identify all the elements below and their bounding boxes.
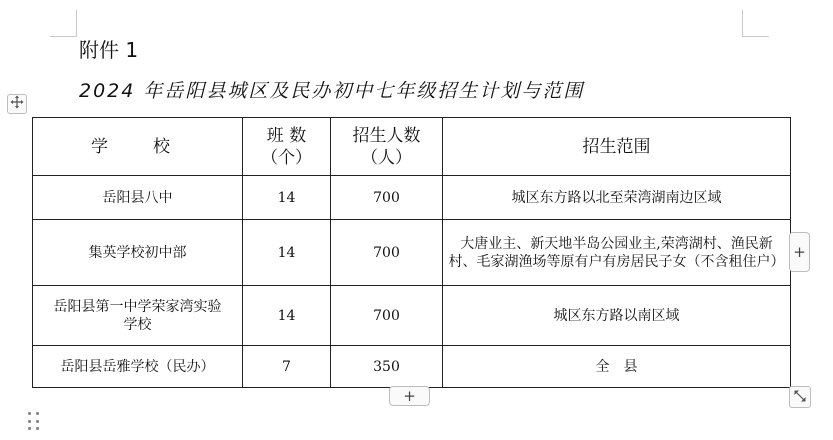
table-row bbox=[33, 346, 791, 388]
add-row-button[interactable]: + bbox=[389, 386, 430, 406]
document-title: 2024 年岳阳县城区及民办初中七年级招生计划与范围 bbox=[79, 80, 585, 102]
table-header-row bbox=[33, 118, 791, 176]
drag-handle-icon[interactable] bbox=[28, 412, 40, 432]
cell-enrollment[interactable]: 700 bbox=[331, 176, 443, 220]
page-margin-corner-right bbox=[742, 10, 769, 37]
header-enrollment: 招生人数 （人） bbox=[331, 118, 443, 176]
cell-school[interactable]: 岳阳县八中 bbox=[33, 176, 243, 220]
cell-enrollment[interactable]: 700 bbox=[331, 220, 443, 286]
header-classes: 班 数 （个） bbox=[243, 118, 331, 176]
cell-classes[interactable]: 14 bbox=[243, 176, 331, 220]
cell-scope[interactable]: 城区东方路以南区域 bbox=[443, 286, 791, 346]
cell-school[interactable]: 岳阳县岳雅学校（民办） bbox=[33, 346, 243, 388]
cell-scope[interactable]: 全 县 bbox=[443, 346, 791, 388]
attachment-heading: 附件 1 bbox=[79, 38, 139, 62]
cell-scope[interactable]: 大唐业主、新天地半岛公园业主,荣湾湖村、渔民新村、毛家湖渔场等原有户有房居民子女（不含租住户） bbox=[443, 220, 791, 286]
cell-scope[interactable]: 城区东方路以北至荣湾湖南边区域 bbox=[443, 176, 791, 220]
cell-classes[interactable]: 14 bbox=[243, 220, 331, 286]
table-move-handle[interactable] bbox=[7, 94, 27, 114]
cell-school[interactable]: 岳阳县第一中学荣家湾实验学校 bbox=[33, 286, 243, 346]
table-row bbox=[33, 220, 791, 286]
add-column-button[interactable]: + bbox=[789, 232, 810, 272]
table-resize-handle[interactable] bbox=[789, 386, 811, 408]
cell-enrollment[interactable]: 700 bbox=[331, 286, 443, 346]
cell-enrollment[interactable]: 350 bbox=[331, 346, 443, 388]
header-scope: 招生范围 bbox=[443, 118, 791, 176]
resize-icon bbox=[793, 389, 807, 406]
header-school: 学 校 bbox=[33, 118, 243, 176]
cell-school[interactable]: 集英学校初中部 bbox=[33, 220, 243, 286]
enrollment-plan-table bbox=[32, 117, 791, 388]
table-row bbox=[33, 176, 791, 220]
page-margin-corner-left bbox=[50, 10, 77, 37]
cell-classes[interactable]: 14 bbox=[243, 286, 331, 346]
table-row bbox=[33, 286, 791, 346]
cell-classes[interactable]: 7 bbox=[243, 346, 331, 388]
move-icon bbox=[10, 95, 24, 113]
